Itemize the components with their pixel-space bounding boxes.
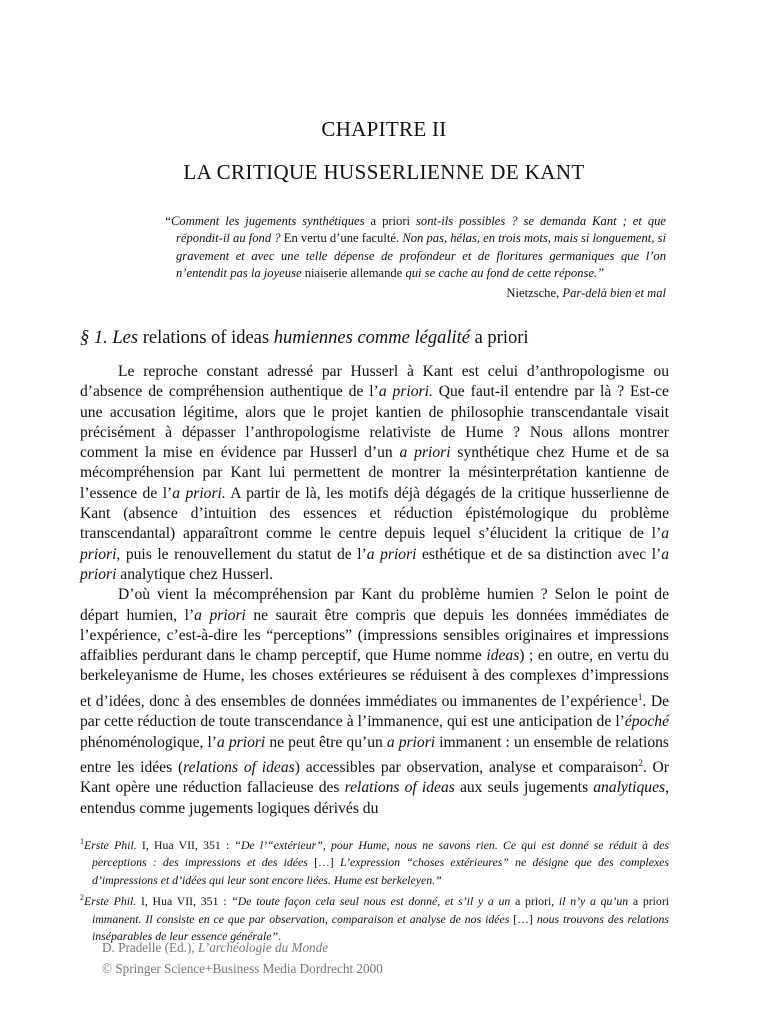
footnotes: [80, 833, 669, 946]
footnote-2-number: 2: [80, 893, 84, 903]
para1-italic: a priori: [366, 545, 417, 563]
para2-italic: a priori: [386, 733, 436, 751]
epigraph-q7: qui se cache au fond de cette réponse.”: [405, 266, 605, 281]
footnote-1: [80, 833, 669, 889]
epigraph-q3: sont-ils possibles ? se demanda Kant ; et que répondit-il au fond ?: [176, 214, 667, 246]
footnote-marker-2[interactable]: 2: [638, 757, 643, 768]
footnote-1-ref: Erste Phil.: [84, 837, 137, 852]
epigraph-author: Nietzsche,: [506, 285, 563, 300]
footnote-2-text: “De toute façon cela seul nous est donné, et s’il y a un: [231, 894, 511, 909]
para1-text: analytique chez Husserl.: [116, 565, 274, 583]
imprint-citation: [102, 937, 383, 958]
para1-italic: a priori: [80, 545, 670, 583]
para1-text: synthétique chez Hume et de sa mécompréhension par Kant lui permettent de montrer la mésinterprétation kantienne de l’essence de l’: [80, 444, 669, 502]
footnote-2-apriori: a priori: [628, 894, 670, 909]
para2-text: D’où vient la mécompréhension par Kant du problème humien ? Selon le point de départ humien, l’: [80, 586, 669, 624]
para1-italic: a priori.: [172, 484, 226, 502]
para2-text: immanent : un ensemble de relations entre les idées (: [80, 733, 669, 777]
epigraph-attribution: [164, 285, 666, 302]
section-heading-part3: humiennes comme légalité: [273, 328, 470, 348]
footnote-1-text: L’expression “choses extérieures” ne désigne que des complexes d’impressions et d’idées qui leur sont encore liées. Hume est berkeleyen.”: [92, 855, 670, 887]
footnote-1-ellipsis: […]: [307, 855, 340, 870]
epigraph-q5: Non pas, hélas, en trois mots, mais si longuement, si gravement et avec une telle dépense de profondeur et de floritures germaniques que l’on n’entendit pas la joyeuse: [176, 231, 666, 281]
footnote-marker-1[interactable]: 1: [637, 691, 643, 702]
para1-text: Que faut-il entendre par là ? Est-ce une accusation légitime, alors que le projet kantien de philosophie transcendantale visait précisément à dépasser l’anthropologisme relativiste de Hume ? Nous allons montrer comment la mise en évidence par Husserl d’un: [80, 383, 669, 462]
epigraph-work: Par-delà bien et mal: [562, 285, 666, 300]
para2-italic: a priori: [217, 733, 266, 751]
chapter-number: CHAPITRE II: [321, 117, 447, 141]
section-heading-part2: relations of ideas: [142, 328, 270, 348]
footnote-2-apriori: a priori,: [510, 894, 559, 909]
paragraph-1: [80, 362, 669, 585]
para1-text: , puis le renouvellement du statut de l’: [116, 545, 367, 563]
para2-text: . Or Kant opère une réduction fallacieuse des: [80, 759, 669, 797]
section-heading-part1: § 1. Les: [80, 328, 139, 348]
epigraph-q1: “Comment les jugements synthétiques: [164, 214, 365, 228]
epigraph-quote: [164, 213, 666, 283]
para2-italic: analytiques: [593, 779, 666, 797]
para2-text: phénoménologique, l’: [80, 733, 218, 751]
para1-text: Le reproche constant adressé par Husserl à Kant est celui d’anthropologisme ou d’absence de compréhension authentique de l’: [80, 363, 669, 401]
para1-text: A partir de là, les motifs déjà dégagés de la critique husserlienne de Kant (absence d’intuition des essences et réduction épistémologique du problème transcendantal) apparaîtront comme le centre depuis lequel s’élucident la critique de l’: [80, 484, 669, 543]
footnote-1-text: “De l’“extérieur”, pour Hume, nous ne savons rien. Ce qui est donné se réduit à des perceptions : des impressions et des idées: [92, 837, 669, 870]
publisher-imprint: [102, 937, 383, 979]
imprint-editor: D. Pradelle (Ed.),: [102, 940, 198, 955]
epigraph-q2: a priori: [370, 214, 411, 228]
para2-italic: époché: [624, 713, 669, 731]
para1-text: esthétique et de sa distinction avec l’: [416, 545, 662, 563]
imprint-copyright: © Springer Science+Business Media Dordrecht 2000: [102, 961, 383, 976]
para2-text: ne peut être qu’un: [265, 733, 387, 751]
imprint-book-title: L’archéologie du Monde: [197, 940, 329, 955]
chapter-title: LA CRITIQUE HUSSERLIENNE DE KANT: [183, 160, 585, 184]
epigraph-q4: En vertu d’une faculté.: [283, 231, 400, 246]
epigraph-q6: niaiserie allemande: [304, 266, 403, 281]
footnote-2-text: immanent. Il consiste en ce que par observation, comparaison et analyse de nos idées: [92, 911, 510, 926]
footnote-2-ellipsis: […]: [509, 911, 537, 926]
footnote-2-ref: Erste Phil.: [84, 894, 137, 909]
para1-italic: a priori.: [378, 383, 433, 401]
section-heading: [80, 328, 529, 349]
para1-italic: a priori: [399, 444, 451, 462]
para1-italic: a priori: [80, 525, 669, 563]
para2-text: . De par cette réduction de toute transcendance à l’immanence, qui est une anticipation de l’: [80, 692, 669, 731]
para2-text: ) ; en outre, en vertu du berkeleyanisme de Hume, les choses extérieures se réduisent à des complexes d’impressions et d’idées, donc à des ensembles de données immédiates ou immanentes de l’expérience: [80, 647, 669, 710]
body-text: [80, 362, 669, 819]
footnote-1-number: 1: [80, 837, 84, 846]
section-heading-part4: a priori: [474, 328, 529, 348]
footnote-2-end: .: [278, 929, 282, 944]
para2-text: ) accessibles par observation, analyse et comparaison: [294, 759, 639, 777]
epigraph: [164, 213, 666, 302]
footnote-2-loc: I, Hua VII, 351 :: [136, 894, 232, 909]
para2-text: , entendus comme jugements logiques dérivés du: [80, 779, 669, 817]
paragraph-2: [80, 585, 669, 819]
footnote-2-text: nous trouvons des relations inséparables de leur essence générale”: [92, 911, 669, 944]
para2-text: aux seuls jugements: [454, 779, 594, 797]
para2-italic: relations of ideas: [344, 779, 455, 797]
para2-italic: a priori: [194, 606, 246, 624]
footnote-1-loc: I, Hua VII, 351 :: [136, 837, 235, 852]
footnote-2-text: il n’y a qu’un: [558, 894, 629, 909]
para2-text: ne saurait être compris que depuis les données immédiates de l’expérience, c’est-à-dire les “perceptions” (impressions sensibles originaires et impressions affaiblies perdurant dans le champ perceptif, que Hume nomme: [80, 606, 669, 665]
para2-italic: ideas: [486, 647, 520, 665]
para2-italic: relations of ideas: [183, 759, 295, 777]
